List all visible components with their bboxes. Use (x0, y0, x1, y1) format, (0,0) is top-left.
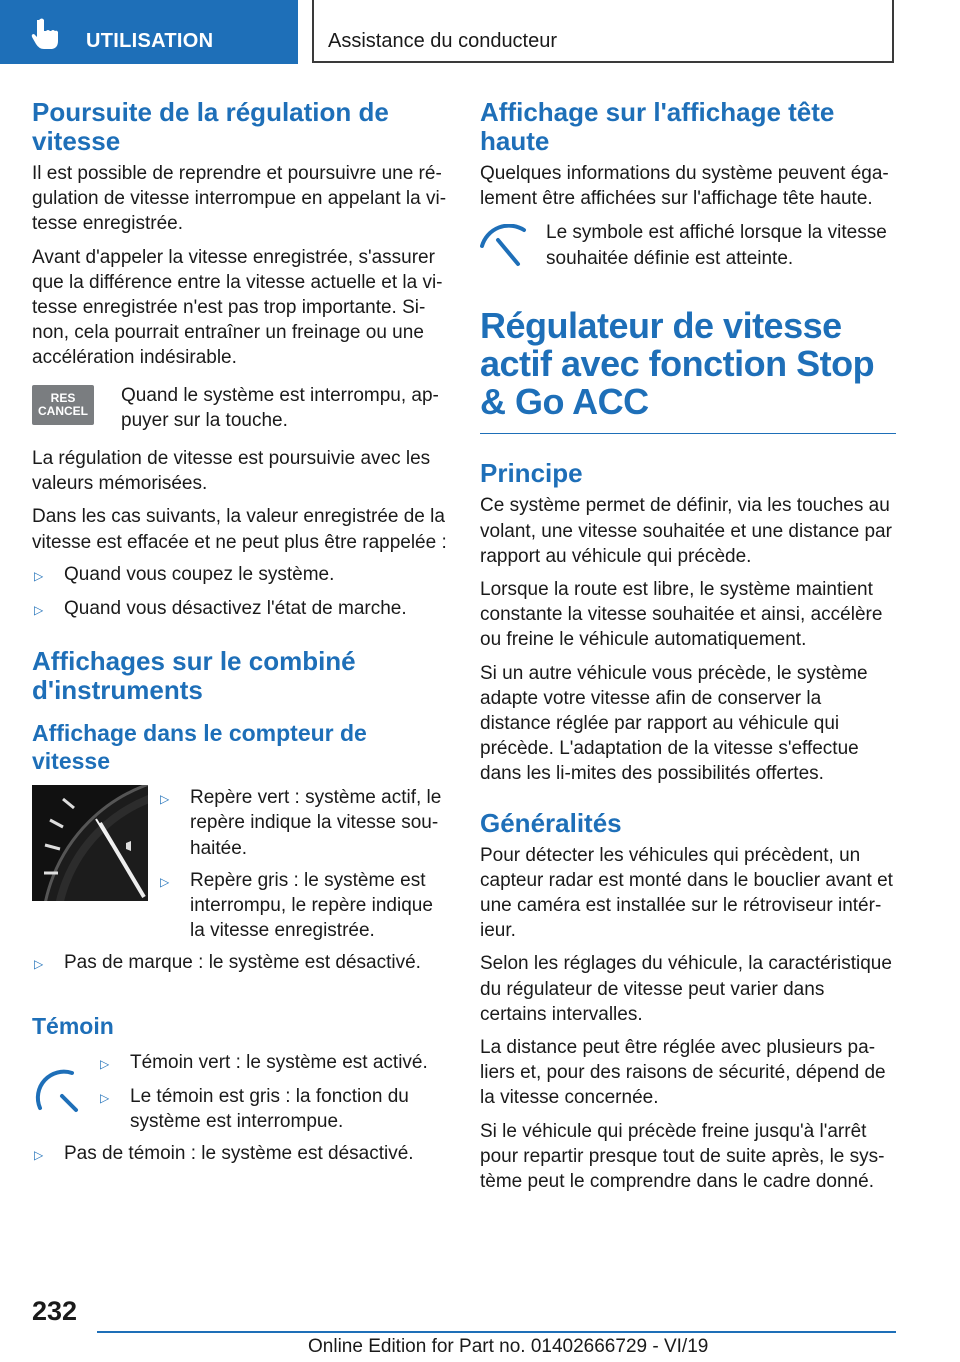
page-number: 232 (32, 1296, 78, 1326)
chapter-label: UTILISATION (86, 30, 214, 52)
hud-paragraph-2: Le symbole est affiché lorsque la vitesse souhaitée définie est atteinte. (546, 222, 887, 269)
resume-paragraph-4: La régulation de vitesse est poursuivie avec les valeurs mémorisées. (32, 448, 431, 495)
principle-heading: Principe (480, 458, 583, 489)
right-column (480, 98, 896, 1194)
general-paragraph-4: Si le véhicule qui précède freine jusqu'à l'arrêt pour repartir presque tout de suite après, le sys-tème peut le comprendre dans le cadre donné. (480, 1120, 885, 1192)
cancel-label: CANCEL (38, 403, 88, 418)
hud-symbol-row (480, 220, 896, 270)
triangle-bullet-icon: ▷ (34, 568, 44, 583)
principle-paragraph-2: Lorsque la route est libre, le système maintient constante la vitesse souhaitée et ainsi, accélère ou freine le véhicule automatiquement. (480, 578, 883, 651)
triangle-bullet-icon: ▷ (34, 1148, 44, 1163)
list-item: ▷ Repère gris : le système est interrompu, le repère indique la vitesse enregistrée. (158, 868, 448, 944)
triangle-bullet-icon: ▷ (34, 957, 44, 972)
list-item: ▷ Pas de témoin : le système est désactivé. (32, 1141, 448, 1168)
hud-speed-reached-icon (480, 224, 536, 268)
list-item: ▷ Repère vert : système actif, le repère indique la vitesse sou-haitée. (158, 785, 448, 861)
footer-rule (97, 1331, 896, 1333)
indicator-row (32, 1050, 448, 1135)
res-label: RES (50, 390, 76, 405)
speedometer-row (32, 785, 448, 943)
principle-paragraph-1: Ce système permet de définir, via les touches au volant, une vitesse souhaitée et une distance par rapport au véhicule qui précède. (480, 495, 892, 567)
general-paragraph-2: Selon les réglages du véhicule, la caractéristique du régulateur de vitesse peut varier dans certains intervalles. (480, 953, 892, 1025)
chapter-tab (0, 0, 298, 64)
speedometer-image (32, 785, 148, 901)
triangle-bullet-icon: ▷ (100, 1090, 110, 1105)
resume-heading: Poursuite de la régulation de vitesse (32, 97, 389, 156)
section-header (312, 0, 894, 63)
indicator-heading: Témoin (32, 1012, 114, 1039)
speedometer-indicator-icon (32, 1058, 92, 1118)
principle-paragraph-3: Si un autre véhicule vous précède, le système adapte votre vitesse afin de conserver la distance réglée par rapport au véhicule qui précède. L'adaptation de la vitesse s'effectue dans les li-mites des possibilités offertes. (480, 662, 868, 785)
list-item: ▷ Témoin vert : le système est activé. (98, 1050, 448, 1077)
res-cancel-row (32, 383, 448, 433)
list-item: ▷ Pas de marque : le système est désactivé. (32, 950, 448, 977)
speedometer-heading: Affichage dans le compteur de vitesse (32, 720, 367, 775)
left-column (32, 98, 448, 1168)
hand-pointer-icon (30, 17, 60, 51)
hud-paragraph-1: Quelques informations du système peuvent éga-lement être affichées sur l'affichage tête haute. (480, 163, 889, 210)
triangle-bullet-icon: ▷ (100, 1056, 110, 1071)
edition-text: Online Edition for Part no. 01402666729 - VI/19 (308, 1336, 709, 1357)
hud-heading: Affichage sur l'affichage tête haute (480, 97, 835, 156)
list-item: ▷ Le témoin est gris : la fonction du système est interrompue. (98, 1084, 448, 1134)
general-paragraph-3: La distance peut être réglée avec plusieurs pa-liers et, pour des raisons de sécurité, dépend de la vitesse concernée. (480, 1036, 886, 1109)
resume-paragraph-2: Avant d'appeler la vitesse enregistrée, s'assurer que la différence entre la vitesse actuelle et la vi-tesse enregistrée n'est pas trop importante. Si-non, cela pourrait entraîner un freinage ou une accélération indésirable. (32, 246, 443, 369)
res-cancel-button-icon (32, 385, 94, 425)
resume-paragraph-5: Dans les cas suivants, la valeur enregistrée de la vitesse est effacée et ne peut plus être rappelée : (32, 506, 447, 553)
triangle-bullet-icon: ▷ (160, 874, 170, 889)
general-heading: Généralités (480, 807, 622, 838)
resume-paragraph-3: Quand le système est interrompu, ap-puyer sur la touche. (121, 384, 439, 431)
triangle-bullet-icon: ▷ (34, 603, 44, 618)
section-title: Assistance du conducteur (328, 30, 558, 52)
acc-heading: Régulateur de vitesse actif avec fonction Stop & Go ACC (480, 304, 875, 422)
list-item: ▷ Quand vous coupez le système. (32, 562, 448, 589)
displays-heading: Affichages sur le combiné d'instruments (32, 646, 356, 706)
resume-paragraph-1: Il est possible de reprendre et poursuivre une ré-gulation de vitesse interrompue en appelant la vi-tesse enregistrée. (32, 163, 447, 235)
list-item: ▷ Quand vous désactivez l'état de marche. (32, 596, 448, 623)
triangle-bullet-icon: ▷ (160, 792, 170, 807)
general-paragraph-1: Pour détecter les véhicules qui précèdent, un capteur radar est monté dans le bouclier avant et une caméra est installée sur le rétroviseur intér-ieur. (480, 844, 893, 942)
